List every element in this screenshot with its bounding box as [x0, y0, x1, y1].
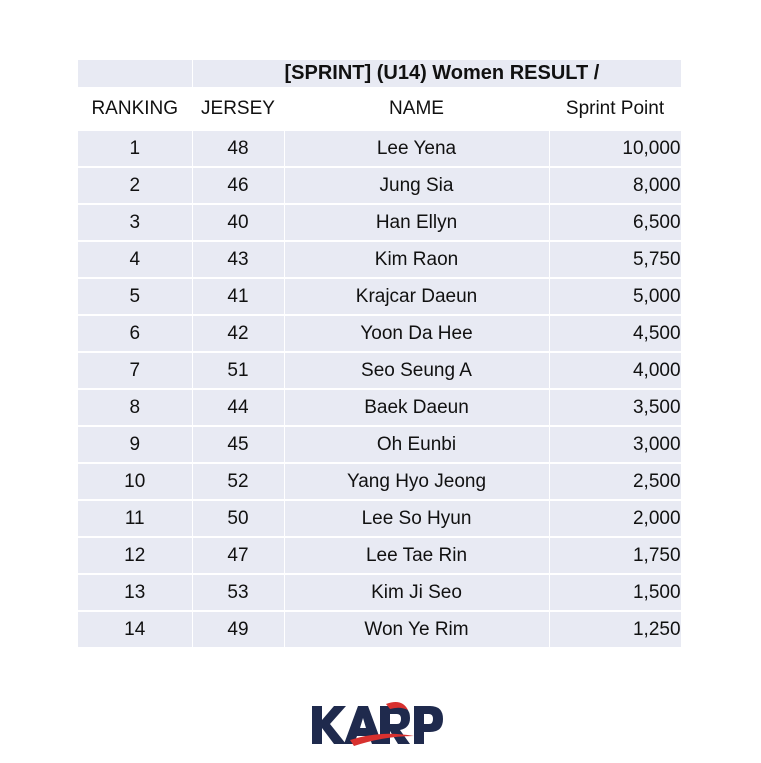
table-row — [78, 389, 681, 426]
table-row — [78, 352, 681, 389]
header-name: NAME — [284, 88, 549, 130]
cell-name: Lee Yena — [284, 130, 549, 167]
cell-jersey: 52 — [192, 463, 284, 500]
cell-jersey: 47 — [192, 537, 284, 574]
cell-points: 1,500 — [549, 574, 681, 611]
cell-name: Kim Ji Seo — [284, 574, 549, 611]
table-row — [78, 204, 681, 241]
cell-points: 6,500 — [549, 204, 681, 241]
cell-jersey: 53 — [192, 574, 284, 611]
table-row — [78, 463, 681, 500]
cell-name: Yang Hyo Jeong — [284, 463, 549, 500]
cell-name: Lee So Hyun — [284, 500, 549, 537]
table-title: [SPRINT] (U14) Women RESULT / — [192, 60, 681, 88]
table-row — [78, 130, 681, 167]
table-row — [78, 574, 681, 611]
cell-points: 5,000 — [549, 278, 681, 315]
cell-points: 4,500 — [549, 315, 681, 352]
header-jersey: JERSEY — [192, 88, 284, 130]
cell-ranking: 14 — [78, 611, 192, 648]
cell-points: 2,500 — [549, 463, 681, 500]
table-row — [78, 537, 681, 574]
header-points: Sprint Point — [549, 88, 681, 130]
cell-jersey: 40 — [192, 204, 284, 241]
cell-jersey: 51 — [192, 352, 284, 389]
table-row — [78, 426, 681, 463]
cell-name: Seo Seung A — [284, 352, 549, 389]
cell-points: 8,000 — [549, 167, 681, 204]
cell-ranking: 10 — [78, 463, 192, 500]
cell-name: Baek Daeun — [284, 389, 549, 426]
cell-ranking: 13 — [78, 574, 192, 611]
cell-jersey: 44 — [192, 389, 284, 426]
cell-ranking: 1 — [78, 130, 192, 167]
cell-name: Yoon Da Hee — [284, 315, 549, 352]
cell-ranking: 12 — [78, 537, 192, 574]
table-row — [78, 500, 681, 537]
cell-ranking: 2 — [78, 167, 192, 204]
table-row — [78, 315, 681, 352]
cell-ranking: 9 — [78, 426, 192, 463]
table-row — [78, 241, 681, 278]
cell-name: Krajcar Daeun — [284, 278, 549, 315]
header-row — [78, 88, 681, 130]
cell-name: Oh Eunbi — [284, 426, 549, 463]
cell-ranking: 11 — [78, 500, 192, 537]
table-row — [78, 278, 681, 315]
cell-jersey: 45 — [192, 426, 284, 463]
cell-points: 10,000 — [549, 130, 681, 167]
cell-jersey: 41 — [192, 278, 284, 315]
cell-points: 1,250 — [549, 611, 681, 648]
cell-jersey: 42 — [192, 315, 284, 352]
cell-jersey: 49 — [192, 611, 284, 648]
cell-points: 3,000 — [549, 426, 681, 463]
title-blank-cell — [78, 60, 192, 88]
table-row — [78, 167, 681, 204]
cell-ranking: 5 — [78, 278, 192, 315]
cell-points: 5,750 — [549, 241, 681, 278]
skater-logo-icon — [310, 700, 445, 750]
cell-points: 3,500 — [549, 389, 681, 426]
karp-logo — [310, 700, 445, 750]
cell-name: Han Ellyn — [284, 204, 549, 241]
cell-jersey: 50 — [192, 500, 284, 537]
cell-name: Lee Tae Rin — [284, 537, 549, 574]
cell-ranking: 8 — [78, 389, 192, 426]
cell-jersey: 43 — [192, 241, 284, 278]
cell-ranking: 6 — [78, 315, 192, 352]
header-ranking: RANKING — [78, 88, 192, 130]
cell-points: 4,000 — [549, 352, 681, 389]
results-table — [78, 60, 682, 649]
cell-name: Jung Sia — [284, 167, 549, 204]
cell-name: Won Ye Rim — [284, 611, 549, 648]
title-row — [78, 60, 681, 88]
cell-ranking: 7 — [78, 352, 192, 389]
cell-name: Kim Raon — [284, 241, 549, 278]
cell-ranking: 3 — [78, 204, 192, 241]
table-row — [78, 611, 681, 648]
cell-points: 2,000 — [549, 500, 681, 537]
cell-jersey: 48 — [192, 130, 284, 167]
cell-points: 1,750 — [549, 537, 681, 574]
cell-ranking: 4 — [78, 241, 192, 278]
cell-jersey: 46 — [192, 167, 284, 204]
